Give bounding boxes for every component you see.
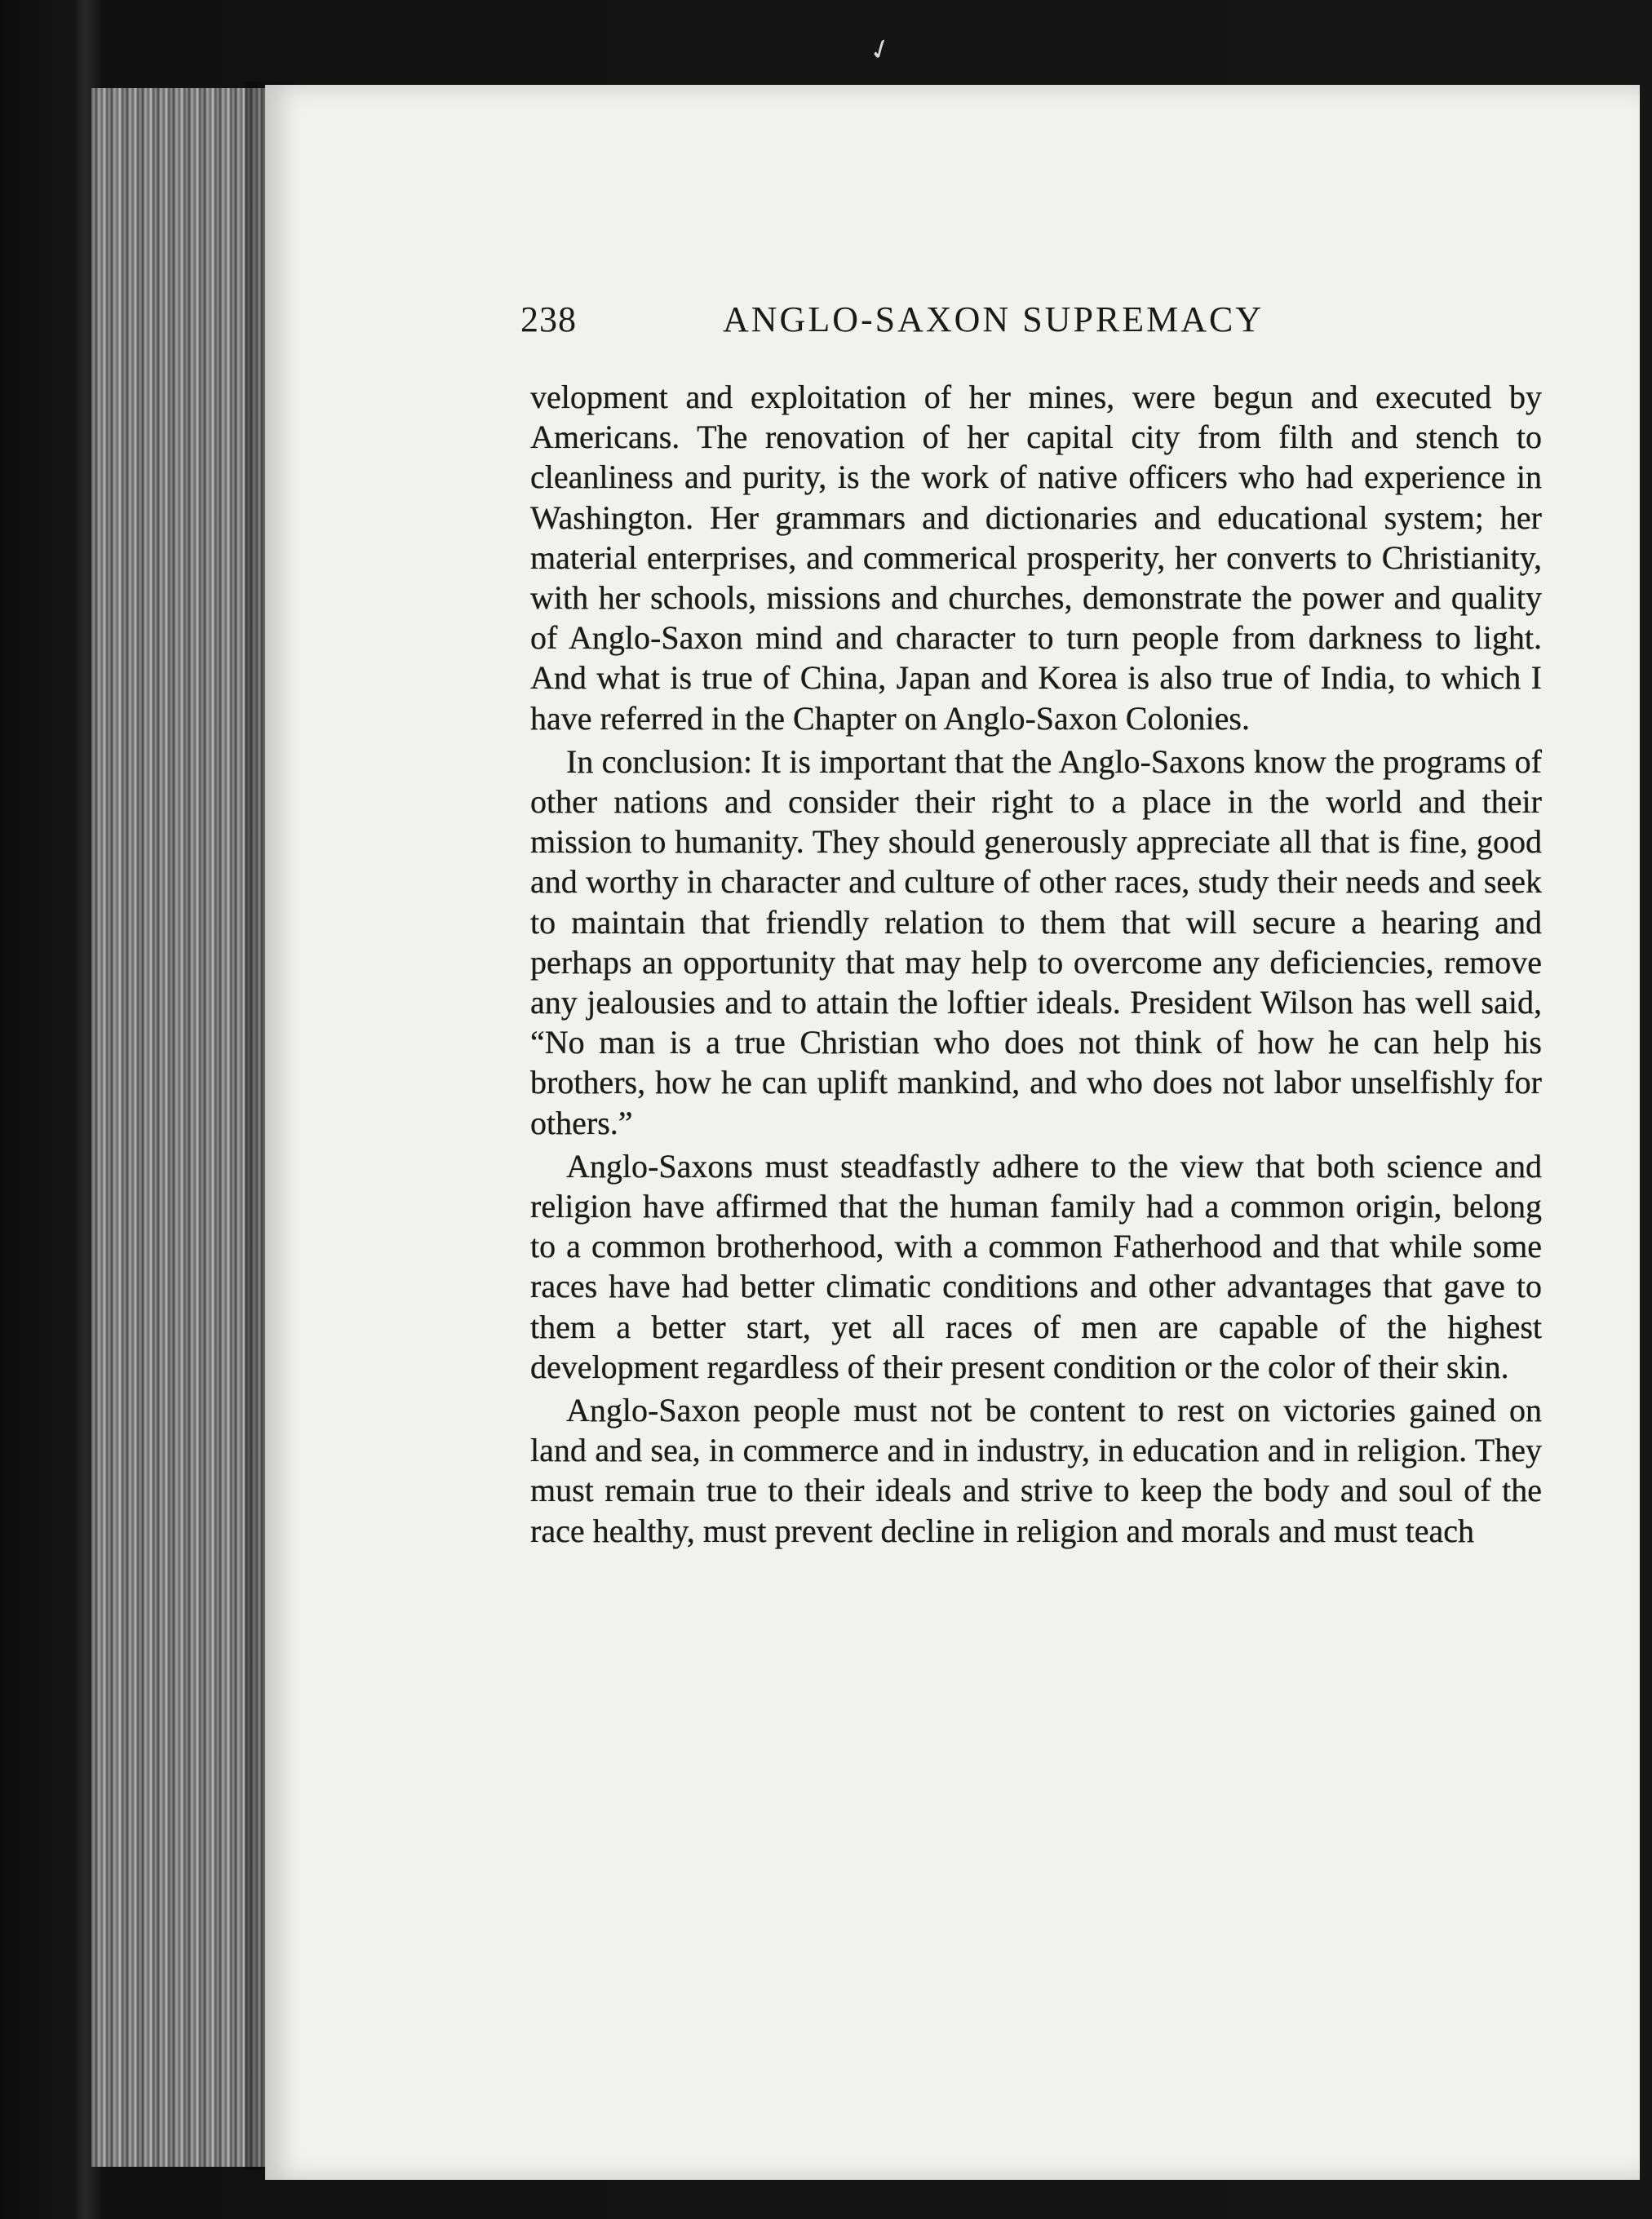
- paragraph-continued: velopment and exploitation of her mines, were begun and executed by Americans. The renovation of her capital city from filth and stench to cleanliness and purity, is the work of native officers who had experience in Washington. Her grammars and dictionaries and educational system; her material enterprises, and commerical prosperity, her converts to Christianity, with her schools, missions and churches, demonstrate the power and quality of Anglo-Saxon mind and character to turn people from darkness to light. And what is true of China, Japan and Korea is also true of India, to which I have referred in the Chapter on Anglo-Saxon Colonies.: [530, 379, 1542, 737]
- page-header: [520, 299, 1588, 348]
- running-head: ANGLO-SAXON SUPREMACY: [723, 299, 1264, 339]
- paragraph-ideals: Anglo-Saxon people must not be content to rest on victories gained on land and sea, in commerce and in industry, in education and in religion. They must remain true to their ideals and strive to keep the body and soul of the race healthy, must prevent decline in religion and morals and must teach: [530, 1392, 1542, 1549]
- scan-artifact-specks: [0, 1485, 49, 1730]
- scan-artifact-mark: ✓: [864, 30, 897, 69]
- page-number: 238: [520, 299, 577, 339]
- page-body: [530, 377, 1542, 1551]
- paragraph-common-origin: Anglo-Saxons must steadfastly adhere to the view that both science and religion have affirmed that the human family had a common origin, belong to a common brotherhood, with a common Fatherhood and that while some races have had better climatic conditions and other advantages that gave to them a better start, yet all races of men are capable of the highest development regardless of their present condition or the color of their skin.: [530, 1147, 1542, 1385]
- paragraph-conclusion: In conclusion: It is important that the Anglo-Saxons know the programs of other nations and consider their right to a place in the world and their mission to humanity. They should generously appreciate all that is fine, good and worthy in character and culture of other races, study their needs and seek to maintain that friendly relation to them that will secure a hearing and perhaps an opportunity that may help to overcome any deficiencies, remove any jealousies and to attain the loftier ideals. President Wilson has well said, “No man is a true Christian who does not think of how he can help his brothers, how he can uplift mankind, and who does not labor unselfishly for others.”: [530, 742, 1542, 1141]
